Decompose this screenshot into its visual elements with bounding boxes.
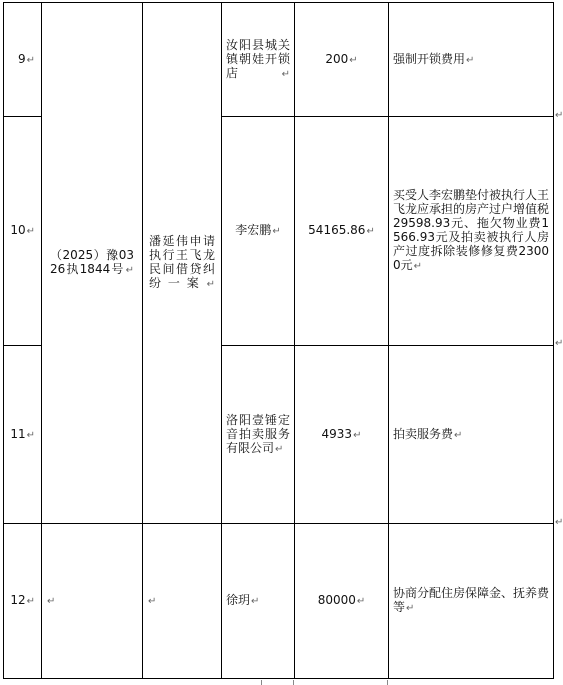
- row-number: 10↵: [4, 117, 42, 346]
- note-cell: 协商分配住房保障金、抚养费等↵: [389, 524, 554, 679]
- amount-cell: 4933↵: [295, 346, 389, 524]
- row-end-mark: ↵: [555, 517, 563, 528]
- case-number-cell: （2025）豫0326执1844号↵: [42, 3, 143, 524]
- note-cell: 强制开锁费用↵: [389, 3, 554, 117]
- row-end-mark: ↵: [555, 110, 563, 121]
- amount-cell: 54165.86↵: [295, 117, 389, 346]
- column-tick: [387, 680, 388, 685]
- column-tick: [293, 680, 294, 685]
- row-number: 12↵: [4, 524, 42, 679]
- case-name-cell-empty: ↵: [143, 524, 222, 679]
- payee-cell: 徐玥↵: [222, 524, 295, 679]
- note-cell: 买受人李宏鹏垫付被执行人王飞龙应承担的房产过户增值税29598.93元、拖欠物业费1566.93元及拍卖被执行人房产过度拆除装修修复费23000元↵: [389, 117, 554, 346]
- table-row: [4, 3, 554, 117]
- row-number: 9↵: [4, 3, 42, 117]
- table-row: [4, 524, 554, 679]
- payee-cell: 洛阳壹锤定音拍卖服务有限公司↵: [222, 346, 295, 524]
- amount-cell: 80000↵: [295, 524, 389, 679]
- note-cell: 拍卖服务费↵: [389, 346, 554, 524]
- case-name-cell: 潘延伟申请执行王飞龙民间借贷纠纷一案↵: [143, 3, 222, 524]
- amount-cell: 200↵: [295, 3, 389, 117]
- distribution-table: [3, 2, 554, 679]
- payee-cell: 汝阳县城关镇朝娃开锁店↵: [222, 3, 295, 117]
- row-end-mark: ↵: [555, 338, 563, 349]
- case-number-cell-empty: ↵: [42, 524, 143, 679]
- payee-cell: 李宏鹏↵: [222, 117, 295, 346]
- row-number: 11↵: [4, 346, 42, 524]
- column-tick: [261, 680, 262, 685]
